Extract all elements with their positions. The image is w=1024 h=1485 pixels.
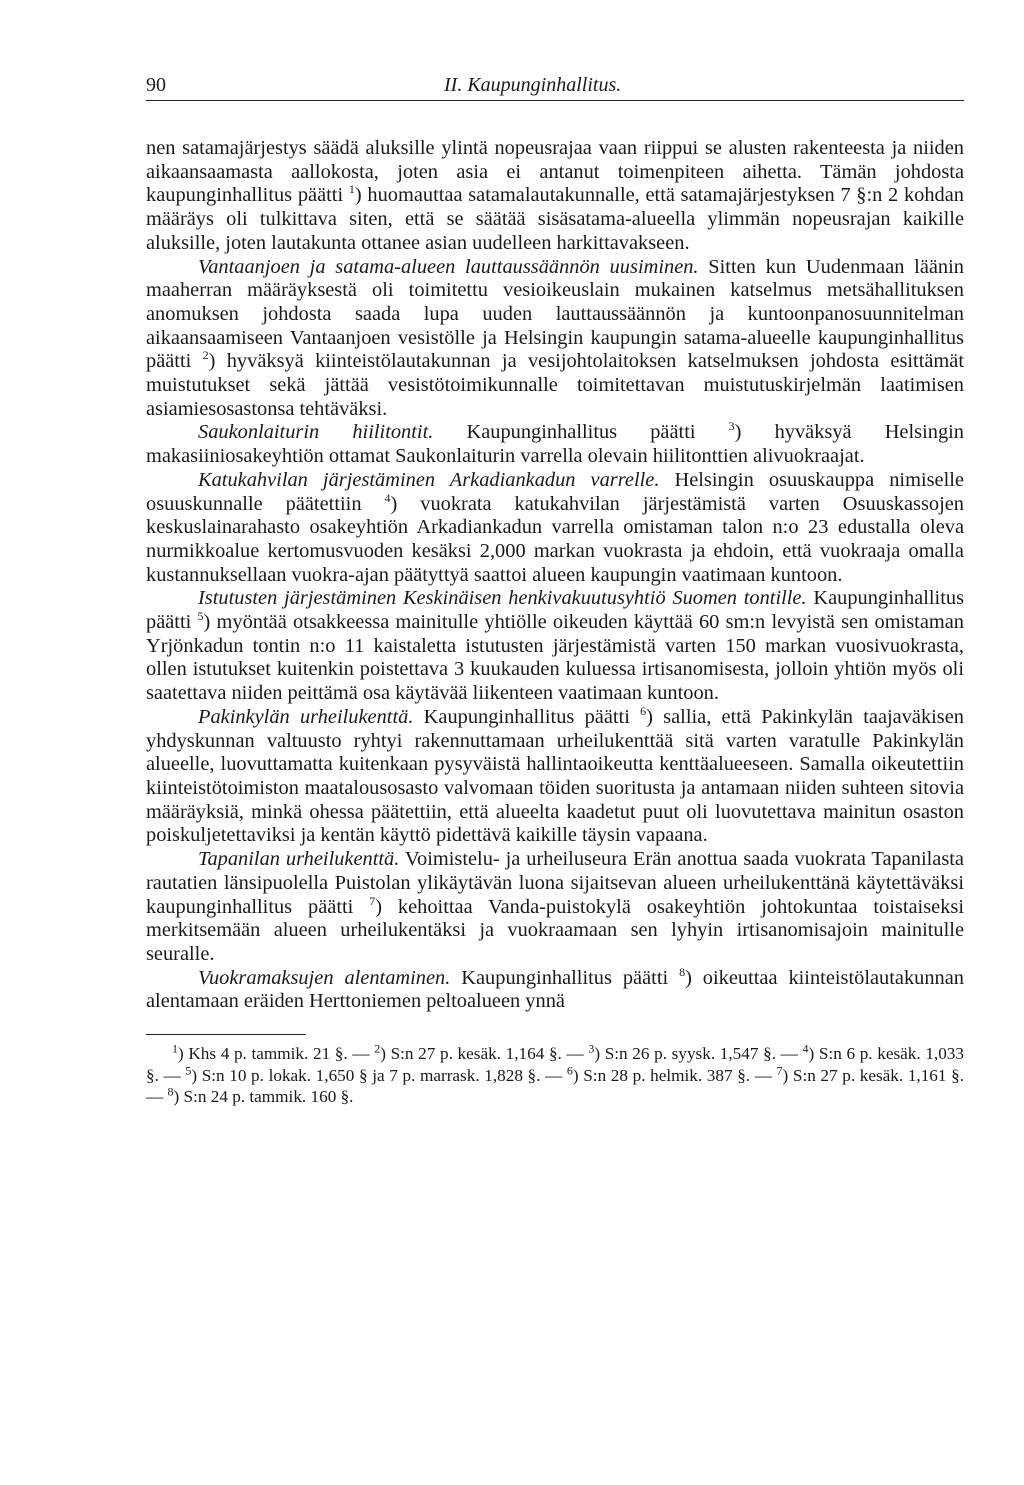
text-run: ) huomauttaa satamalautakunnalle, että satamajärjestyksen 7 §:n 2 kohdan määräys oli tulkittava siten, että se säätää sisäsatama-alueella ylimmän nopeusrajan kaikille aluksille, joten lautakunta ottanee asian uudelleen harkittavakseen.: [146, 184, 964, 254]
text-run: Sitten kun Uudenmaan läänin maaherran määräyksestä oli toimitettu vesioikeuslain mukainen katselmus metsähallituksen anomuksen johdosta saada lupa uuden lauttaussäännön ja kuntoonpanosuunnitelman aikaansaamiseen Vantaanjoen vesistölle ja Helsingin kaupungin satama-alueelle kaupunginhallitus päätti: [146, 255, 964, 373]
topic-heading: Saukonlaiturin hiilitontit.: [198, 421, 434, 444]
footnote-marker: 8: [679, 964, 686, 979]
paragraph: [146, 964, 964, 1014]
paragraph: [146, 421, 964, 468]
topic-heading: Tapanilan urheilukenttä.: [198, 848, 400, 871]
footnote-marker: 5: [185, 1062, 192, 1077]
text-run: ) S:n 24 p. tammik. 160 §.: [173, 1087, 354, 1107]
footnote-marker: 3: [588, 1041, 595, 1056]
text-run: ) S:n 26 p. syysk. 1,547 §. —: [594, 1044, 803, 1064]
footnote-marker: 6: [640, 704, 647, 719]
text-run: Voimistelu- ja urheiluseura Erän anottua saada vuokrata Tapanilasta rautatien länsipuolella Puistolan ylikäytävän luona sijaitsevan alueen urheilukenttänä käytettäväksi kaupunginhallitus päätti: [146, 848, 964, 918]
text-run: ) S:n 28 p. helmik. 387 §. —: [572, 1065, 777, 1085]
paragraph: [146, 848, 964, 967]
running-title: II. Kaupunginhallitus.: [444, 74, 622, 96]
page-number: 90: [146, 74, 166, 96]
paragraph: [146, 587, 964, 706]
text-run: ) oikeuttaa kiinteistölautakunnan alentamaan eräiden Herttoniemen peltoalueen ynnä: [146, 966, 964, 1013]
text-run: ) vuokrata katukahvilan järjestämistä varten Osuuskassojen keskuslainarahasto osakeyhtiön Arkadiankadun varrella omistaman talon n:o 23 edustalla oleva nurmikkoalue kertomusvuoden kesäksi 2,000 markan vuokrasta ja ehdoin, että vuokraaja omalla kustannuksellaan vuokra-ajan päätyttyä saattoi alueen kaupungin vaatimaan kuntoon.: [146, 492, 964, 586]
text-run: ) S:n 27 p. kesäk. 1,161 §. —: [146, 1065, 965, 1107]
footnote-marker: 3: [728, 419, 735, 434]
text-run: ) S:n 27 p. kesäk. 1,164 §. —: [380, 1044, 589, 1064]
footnote-marker: 8: [167, 1084, 174, 1099]
footnote-marker: 4: [802, 1041, 809, 1056]
text-run: Kaupunginhallitus päätti: [433, 421, 729, 444]
paragraph: [146, 137, 964, 256]
text-run: ) hyväksyä kiinteistölautakunnan ja vesijohtolaitoksen katselmuksen johdosta esittämät muistutukset sekä jättää vesistötoimikunnalle toimitettavan muistutuskirjelmän laatimisen asiamiesosastonsa tehtäväksi.: [146, 350, 965, 420]
footnote-marker: 7: [776, 1062, 783, 1077]
footnote-divider: [146, 1034, 306, 1035]
text-run: ) sallia, että Pakinkylän taajaväkisen yhdyskunnan valtuusto ryhtyi rakennuttamaan urheilukenttää sitä varten varatulle Pakinkylän alueelle, luovuttamatta kuitenkaan pysyväistä hallintaoikeutta kenttäalueeseen. Samalla oikeutettiin kiinteistötoimiston maatalousosasto valvomaan töiden suoritusta ja antamaan niiden suhteen sitovia määräyksiä, minkä ohessa päätettiin, että alueelta kaadetut puut oli luovutettava mainitun osaston poiskuljetettaviksi ja kentän käyttö pidettävä kaikille täysin vapaana.: [146, 705, 964, 847]
text-run: ) S:n 6 p. kesäk. 1,033 §. —: [146, 1044, 964, 1085]
text-run: Helsingin osuuskauppa nimiselle osuuskunnalle päätettiin: [146, 468, 964, 515]
footnote-marker: 2: [202, 348, 209, 363]
text-run: ) kehoittaa Vanda-puistokylä osakeyhtiön johtokuntaa toistaiseksi merkitsemään alueen urheilukentäksi ja vuokraamaan sen lyhyin irtisanomisajoin mainitulle seuralle.: [146, 895, 965, 965]
paragraph: [146, 469, 964, 588]
footnote-marker: 6: [566, 1062, 573, 1077]
text-run: ) Khs 4 p. tammik. 21 §. —: [178, 1044, 375, 1064]
footnote-marker: 4: [384, 490, 391, 505]
text-run: ) myöntää otsakkeessa mainitulle yhtiölle oikeuden käyttää 60 sm:n levyistä sen omistaman Yrjönkadun tontin n:o 11 kaistaletta istutusten järjestämistä varten 150 markan vuosivuokrasta, ollen istutukset kuitenkin poistettava 3 kuukauden kuluessa irtisanomisesta, jolloin yhtiön myös oli saatettava niiden peittämä osa käytävää liikenteen vaatimaan kuntoon.: [146, 611, 965, 705]
footnote-marker: 7: [369, 893, 376, 908]
text-run: nen satamajärjestys säädä aluksille ylintä nopeusrajaa vaan riippui se alusten rakenteesta ja niiden aikaansaamasta aallokosta, joten asia ei antanut toimenpiteen aihetta. Tämän johdosta kaupunginhallitus päätti: [146, 137, 964, 207]
document-page: [146, 70, 964, 1108]
body-text: [146, 137, 964, 1014]
topic-heading: Vuokramaksujen alentaminen.: [198, 966, 451, 989]
topic-heading: Katukahvilan järjestäminen Arkadiankadun varrelle.: [198, 468, 660, 491]
text-run: Kaupunginhallitus päätti: [450, 966, 680, 989]
topic-heading: Pakinkylän urheilukenttä.: [198, 705, 414, 728]
footnotes: [146, 1043, 964, 1108]
footnote-paragraph: [146, 1043, 964, 1108]
paragraph: [146, 706, 964, 848]
footnote-marker: 1: [348, 182, 355, 197]
topic-heading: Vantaanjoen ja satama-alueen lauttaussäännön uusiminen.: [198, 255, 699, 278]
paragraph: [146, 256, 964, 422]
footnote-marker: 2: [374, 1041, 381, 1056]
footnote-marker: 1: [172, 1041, 178, 1056]
text-run: ) hyväksyä Helsingin makasiiniosakeyhtiön ottamat Saukonlaiturin varrella olevain hiilitonttien alivuokraajat.: [146, 421, 964, 468]
text-run: ) S:n 10 p. lokak. 1,650 § ja 7 p. marrask. 1,828 §. —: [191, 1065, 567, 1085]
text-run: Kaupunginhallitus päätti: [146, 587, 965, 634]
topic-heading: Istutusten järjestäminen Keskinäisen henkivakuutusyhtiö Suomen tontille.: [198, 587, 807, 610]
text-run: Kaupunginhallitus päätti: [413, 705, 641, 728]
page-header: [146, 70, 964, 101]
footnote-marker: 5: [197, 609, 204, 624]
